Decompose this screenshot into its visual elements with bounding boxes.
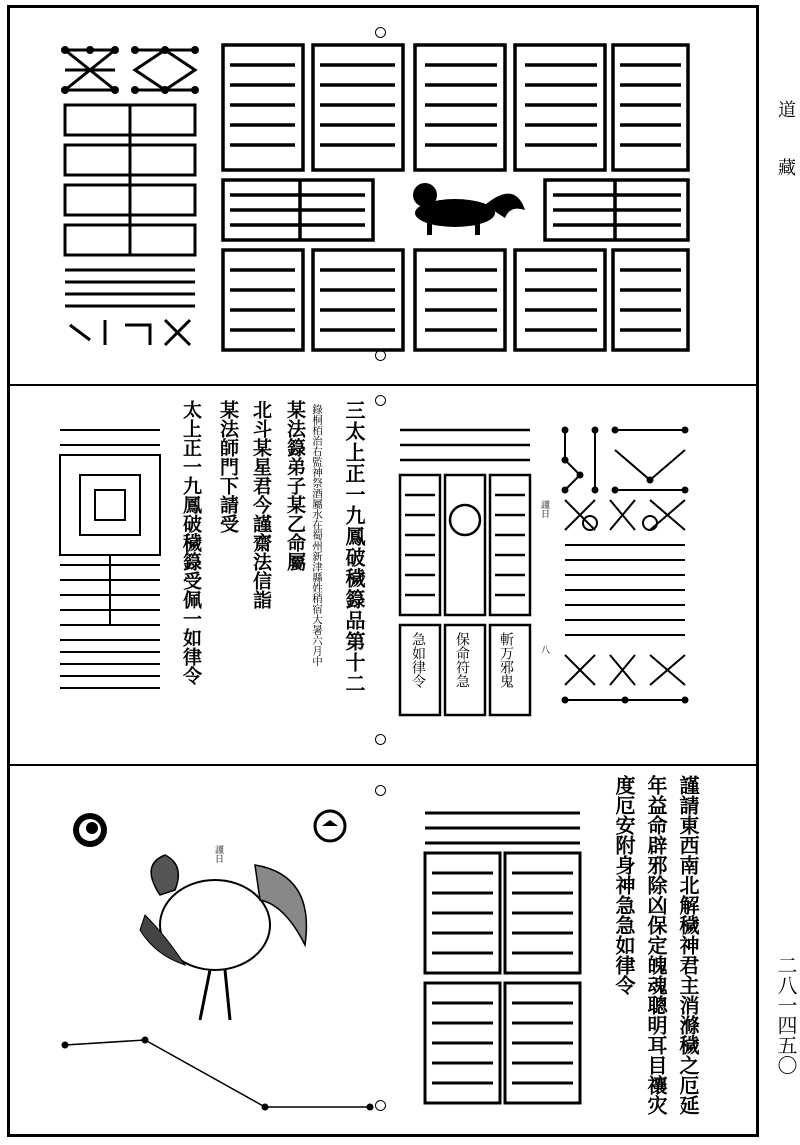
middle-title: 三太上正一九鳳破穢籙品第十二 (342, 400, 366, 694)
middle-small-note: 錄桐栢治右監神祭酒屬水在蜀州新津縣姓稍宿大暑六月中 (311, 404, 323, 667)
small-mark-middle: 謹日 (539, 500, 549, 518)
binding-ring (375, 734, 386, 745)
panel-divider-bottom (7, 764, 759, 766)
moon-seal-icon (70, 810, 110, 850)
ordination-line-4: 太上正一九鳳破穢籙受佩一如律令 (180, 400, 202, 685)
collection-name: 道藏 (775, 100, 796, 216)
phoenix-rooster-figure (115, 835, 335, 1035)
talisman-label-4: 急如律令 (410, 632, 426, 688)
ordination-line-3: 某法師門下請受 (217, 400, 239, 533)
guardian-beast-figure (413, 183, 525, 235)
small-mark-bottom: 謹日 (213, 845, 223, 863)
binding-ring (375, 785, 386, 796)
talisman-seal-grid (55, 35, 205, 355)
talisman-star-chart (555, 420, 690, 720)
talisman-label-2: 斬万邪鬼 (498, 632, 514, 688)
binding-ring (375, 395, 386, 406)
talisman-bottom-block (420, 808, 585, 1108)
invocation-line-2: 年益命辟邪除凶保定魄魂聰明耳目禳灾 (644, 775, 668, 1115)
ordination-line-2: 北斗某星君今謹齋法信詣 (250, 400, 272, 609)
talisman-label-1: 保命符急 (454, 632, 470, 688)
constellation-line (60, 1030, 380, 1120)
talisman-large-block (215, 35, 695, 355)
panel-divider-top (7, 384, 759, 386)
small-mark-middle-2: 八 (539, 645, 549, 654)
page-number: 二八一四五〇 (774, 955, 798, 1075)
invocation-line-3: 度厄安附身神急急如律令 (612, 775, 636, 995)
talisman-tall-left (55, 425, 165, 695)
invocation-line-1: 謹請東西南北解穢神君主消滌穢之厄延 (676, 775, 700, 1115)
ordination-line-1: 某法籙弟子某乙命屬 (284, 400, 306, 571)
